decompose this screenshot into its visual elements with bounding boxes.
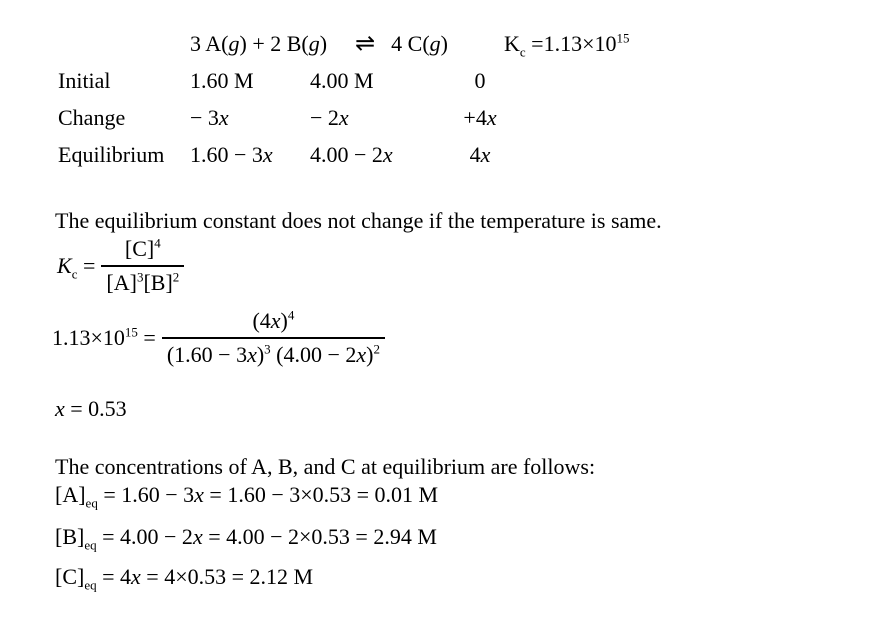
conclusion-line-a: $[A]_{eq} = 1.60 - 3x = 1.60 - 3\times 0.53 = 0.01$ M	[55, 482, 439, 511]
ice-cell-b: 4.00 − 2x	[310, 142, 393, 167]
ice-cell-c: +4x	[463, 105, 497, 130]
ice-row-label: Initial	[58, 68, 111, 93]
fraction-denominator: $(1.60 - 3x)^3$ $(4.00 - 2x)^2$	[162, 337, 385, 368]
fraction-numerator: $(4x)^4$	[252, 307, 295, 333]
statement-concentrations: The concentrations of A, B, and C at equilibrium are follows:	[55, 454, 596, 479]
x-result: x = 0.53	[55, 396, 127, 421]
ice-row-equilibrium	[58, 140, 530, 170]
ice-cell-a: − 3x	[190, 105, 229, 130]
ice-cell-a: 1.60 − 3x	[190, 142, 273, 167]
conclusion-line-c: $[C]_{eq} = 4x = 4\times 0.53 = 2.12$ M	[55, 564, 314, 593]
conclusion-line-b: $[B]_{eq} = 4.00 - 2x = 4.00 - 2\times 0.53 = 2.94$ M	[55, 524, 437, 553]
ice-row-initial	[58, 66, 530, 96]
ice-cell-c: 4x	[469, 142, 491, 167]
solve-fraction	[162, 308, 385, 368]
fraction-numerator: $[C]^4$	[124, 235, 161, 261]
solve-equation-lhs: $1.13\times 10^{15}$ =	[52, 324, 156, 350]
ice-cell-a: 1.60 M	[190, 68, 254, 93]
ice-row-label: Equilibrium	[58, 142, 165, 167]
reaction-lhs: 3 A(g) + 2 B(g)	[190, 31, 328, 56]
equilibrium-arrow-icon: ⇌	[355, 29, 376, 57]
reaction-line	[190, 28, 630, 59]
kc-value: $K_c =1.13\times 10^{15}$	[504, 30, 630, 60]
kc-expression	[57, 236, 184, 296]
kc-fraction	[101, 236, 184, 296]
statement-temperature: The equilibrium constant does not change if the temperature is same.	[55, 208, 662, 233]
reaction-rhs: 4 C(g)	[391, 31, 448, 56]
fraction-denominator: $[A]^3[B]^2$	[101, 265, 184, 296]
ice-cell-c: 0	[474, 68, 486, 93]
solve-equation	[52, 308, 385, 368]
ice-cell-b: 4.00 M	[310, 68, 374, 93]
ice-row-label: Change	[58, 105, 126, 130]
kc-expression-lhs: $K_c$ =	[57, 253, 96, 282]
ice-cell-b: − 2x	[310, 105, 349, 130]
ice-row-change	[58, 103, 530, 133]
